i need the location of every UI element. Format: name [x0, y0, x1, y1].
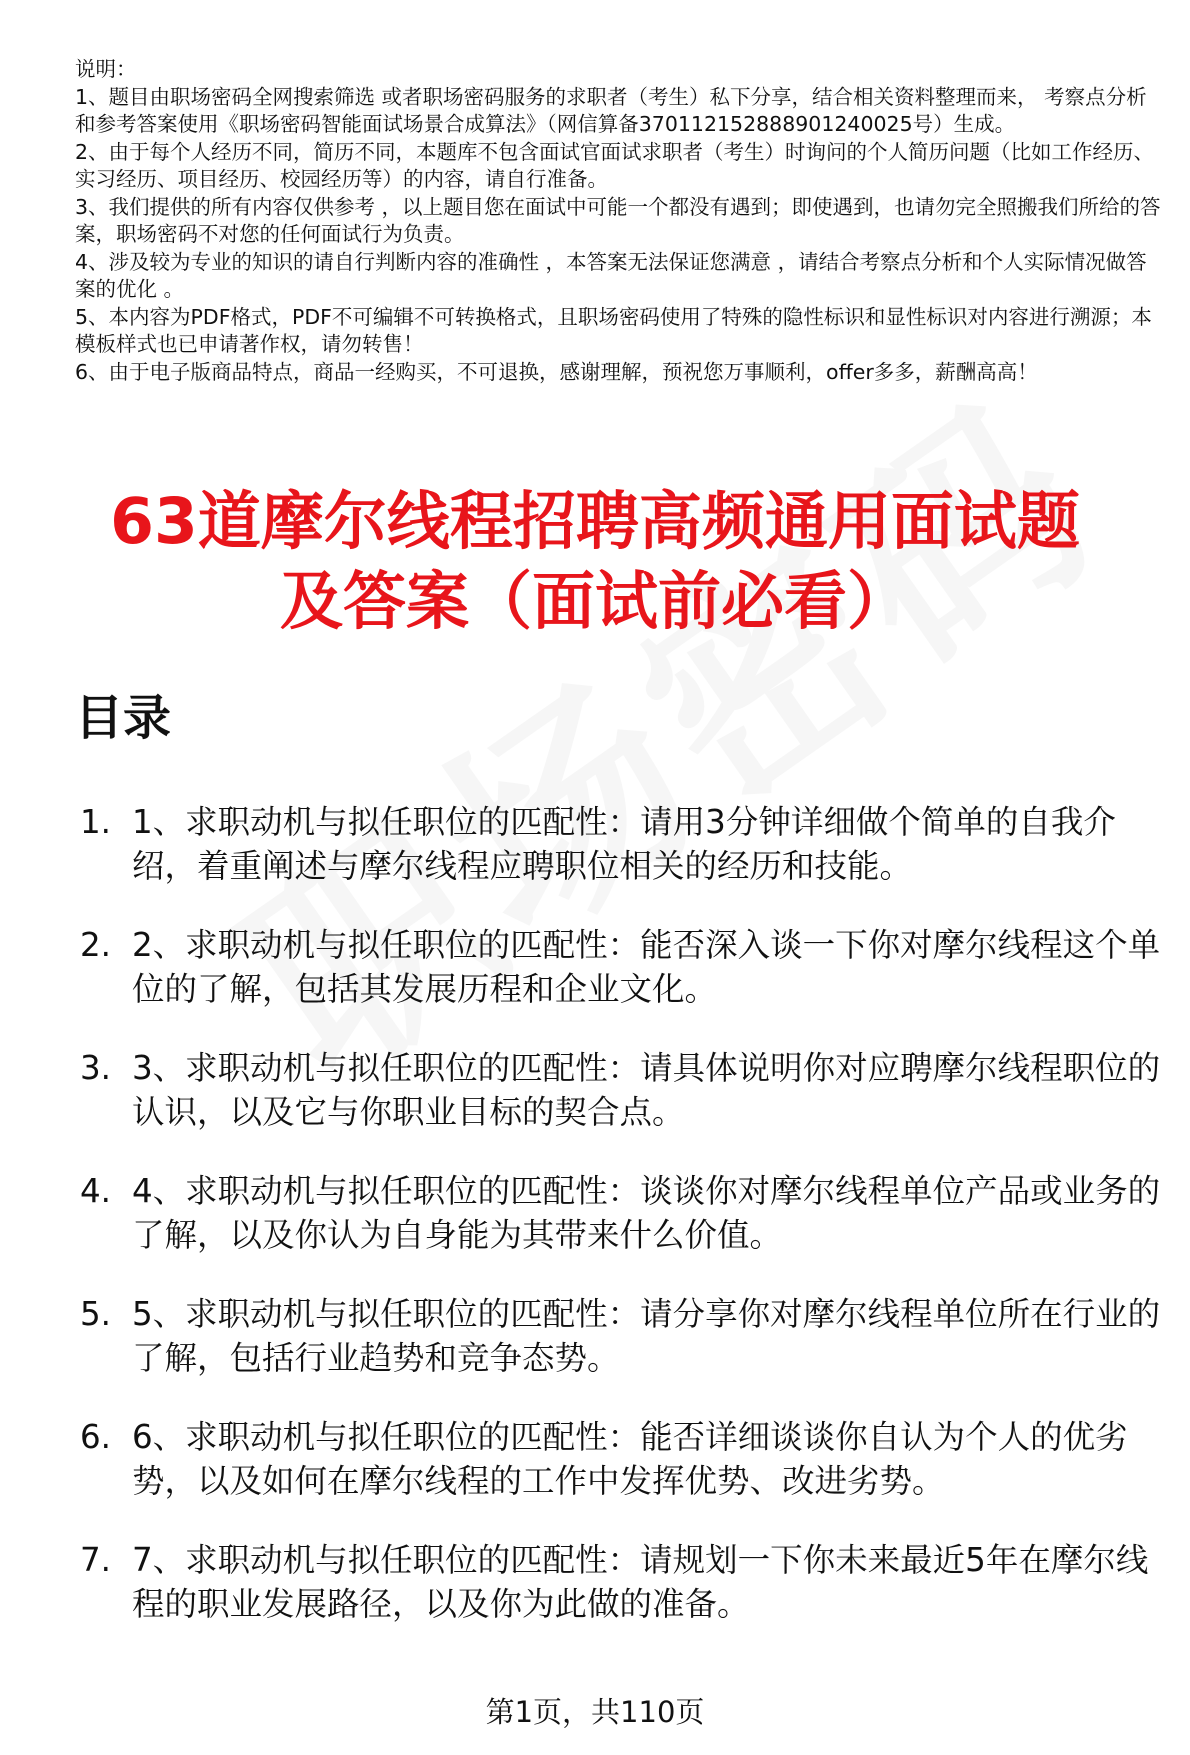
notes-heading: 说明： [75, 57, 137, 81]
document-title [60, 482, 1130, 642]
toc-item-number: 5. [80, 1295, 112, 1333]
notes-item: 3、我们提供的所有内容仅供参考 ，以上题目您在面试中可能一个都没有遇到；即使遇到，也请勿完全照搬我们所给的答案，职场密码不对您的任何面试行为负责。 [75, 194, 1161, 246]
disclaimer-notes [75, 56, 1167, 386]
toc-item[interactable] [80, 1046, 1170, 1134]
toc-item-number: 6. [80, 1418, 112, 1456]
toc-item-text: 7、求职动机与拟任职位的匹配性：请规划一下你未来最近5年在摩尔线程的职业发展路径，以及你为此做的准备。 [132, 1541, 1149, 1623]
title-line-2: 及答案（面试前必看） [280, 565, 910, 638]
toc-item-number: 2. [80, 926, 112, 964]
toc-item[interactable] [80, 923, 1170, 1011]
toc-item-text: 2、求职动机与拟任职位的匹配性：能否深入谈一下你对摩尔线程这个单位的了解，包括其发展历程和企业文化。 [132, 926, 1161, 1008]
toc-item[interactable] [80, 1415, 1170, 1503]
toc-item-number: 1. [80, 803, 112, 841]
table-of-contents [80, 800, 1170, 1661]
notes-item: 2、由于每个人经历不同，简历不同，本题库不包含面试官面试求职者（考生）时询问的个人简历问题（比如工作经历、实习经历、项目经历、校园经历等）的内容，请自行准备。 [75, 139, 1155, 191]
notes-item: 1、题目由职场密码全网搜索筛选 或者职场密码服务的求职者（考生）私下分享，结合相关资料整理而来， 考察点分析和参考答案使用《职场密码智能面试场景合成算法》（网信算备370112152888901240025号）生成。 [75, 84, 1147, 136]
toc-item-number: 4. [80, 1172, 112, 1210]
toc-heading: 目录 [75, 690, 172, 746]
page-footer: 第1页，共110页 [485, 1695, 705, 1729]
toc-item-number: 3. [80, 1049, 112, 1087]
toc-item-text: 1、求职动机与拟任职位的匹配性：请用3分钟详细做个简单的自我介绍，着重阐述与摩尔线程应聘职位相关的经历和技能。 [132, 803, 1116, 885]
toc-item[interactable] [80, 800, 1170, 888]
toc-item-text: 5、求职动机与拟任职位的匹配性：请分享你对摩尔线程单位所在行业的了解，包括行业趋势和竞争态势。 [132, 1295, 1161, 1377]
toc-item-text: 3、求职动机与拟任职位的匹配性：请具体说明你对应聘摩尔线程职位的认识，以及它与你职业目标的契合点。 [132, 1049, 1161, 1131]
notes-item: 6、由于电子版商品特点，商品一经购买，不可退换，感谢理解，预祝您万事顺利，offer多多，薪酬高高！ [75, 359, 1038, 384]
toc-item-number: 7. [80, 1541, 112, 1579]
toc-item[interactable] [80, 1292, 1170, 1380]
notes-item: 4、涉及较为专业的知识的请自行判断内容的准确性 ，本答案无法保证您满意 ，请结合考察点分析和个人实际情况做答案的优化 。 [75, 249, 1147, 301]
toc-item-text: 4、求职动机与拟任职位的匹配性：谈谈你对摩尔线程单位产品或业务的了解，以及你认为自身能为其带来什么价值。 [132, 1172, 1161, 1254]
notes-item: 5、本内容为PDF格式，PDF不可编辑不可转换格式，且职场密码使用了特殊的隐性标识和显性标识对内容进行溯源；本模板样式也已申请著作权，请勿转售！ [75, 304, 1152, 356]
toc-item-text: 6、求职动机与拟任职位的匹配性：能否详细谈谈你自认为个人的优劣势，以及如何在摩尔线程的工作中发挥优势、改进劣势。 [132, 1418, 1128, 1500]
title-line-1: 63道摩尔线程招聘高频通用面试题 [110, 485, 1080, 558]
toc-item[interactable] [80, 1538, 1170, 1626]
toc-item[interactable] [80, 1169, 1170, 1257]
